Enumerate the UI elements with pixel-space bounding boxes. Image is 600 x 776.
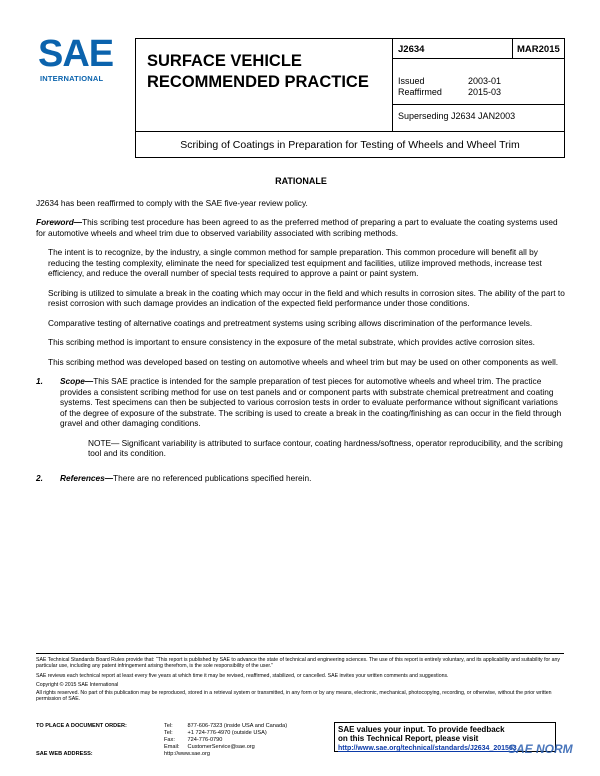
scope-label: Scope— [60, 376, 94, 386]
header-divider [512, 38, 513, 58]
document-type-line1: SURFACE VEHICLE [147, 52, 302, 70]
footer-rights-text: All rights reserved. No part of this publication may be reproduced, stored in a retrieval system or transmitted, in any form or by any means, electronic, mechanical, photocopying, recording, or otherwise, without the prior written permission of SAE. [36, 689, 552, 703]
foreword-paragraph [36, 217, 566, 238]
superseding-note: Superseding J2634 JAN2003 [398, 111, 516, 121]
web-address[interactable]: http://www.sae.org [164, 751, 211, 757]
document-type-line2: RECOMMENDED PRACTICE [147, 73, 369, 91]
issued-value: 2003-01 [468, 76, 502, 86]
body-paragraph: This scribing method is important to ensure consistency in the exposure of the metal substrate, which provides active corrosion sites. [48, 337, 535, 347]
document-type-title [147, 51, 369, 93]
document-body [36, 176, 566, 492]
web-label: SAE WEB ADDRESS: [36, 751, 93, 757]
references-label: References— [60, 472, 114, 483]
footer-copyright: Copyright © 2015 SAE International [36, 682, 119, 689]
email-address[interactable]: CustomerService@sae.org [187, 744, 255, 750]
foreword-label: Foreword— [36, 217, 83, 227]
order-label: TO PLACE A DOCUMENT ORDER: [36, 723, 127, 729]
feedback-link[interactable]: http://www.sae.org/technical/standards/J2634_201503 [338, 745, 517, 752]
feedback-line1: SAE values your input. To provide feedback [338, 725, 505, 734]
header-divider [392, 38, 393, 132]
footer-rules-text: SAE Technical Standards Board Rules provide that: “This report is published by SAE to advance the state of technical and engineering sciences. The use of this report is entirely voluntary, and its applicability and suitability for any particular use, including any patent infringement arising therefrom, is the sole responsibility of the user.” [36, 657, 560, 670]
scope-section [36, 376, 566, 429]
references-text: There are no referenced publications specified herein. [113, 472, 312, 483]
footer-review-text: SAE reviews each technical report at least every five years at which time it may be revised, reaffirmed, stabilized, or cancelled. SAE invites your written comments and suggestions. [36, 672, 449, 679]
header-divider [392, 58, 565, 59]
tel-inside: 877-606-7323 (inside USA and Canada) [187, 723, 288, 729]
email-label: Email: [164, 744, 180, 750]
tel-outside: +1 724-776-4970 (outside USA) [187, 730, 267, 736]
body-paragraph: Comparative testing of alternative coatings and pretreatment systems using scribing allows discrimination of the performance levels. [48, 317, 533, 328]
scope-note [36, 438, 566, 459]
body-paragraph: The intent is to recognize, by the industry, a single common method for sample preparation. This common procedure will benefit all by reducing the testing complexity, eliminate the need for specialized test equipment and facilities, utilize improved methods, increase test efficiency, and reduce the overall number of special tests required to approve a paint or paint system. [48, 247, 542, 278]
footer-rule [36, 653, 564, 654]
body-paragraph: This scribing method was developed based on testing on automotive wheels and wheel trim but may be used on other components as well. [48, 356, 559, 367]
document-title: Scribing of Coatings in Preparation for Testing of Wheels and Wheel Trim [180, 139, 520, 151]
reaffirmed-value: 2015-03 [468, 87, 502, 97]
fax-number: 724-776-0790 [187, 737, 223, 743]
scope-number: 1. [36, 376, 43, 386]
rationale-text: J2634 has been reaffirmed to comply with the SAE five-year review policy. [36, 197, 308, 208]
tel-label: Tel: [164, 723, 173, 729]
header-divider [392, 104, 565, 105]
note-text: NOTE— Significant variability is attributed to surface contour, coating hardness/softness, operator reproducibility, and the scribing tool and its condition. [88, 437, 563, 458]
rationale-heading: RATIONALE [275, 176, 327, 186]
order-info [36, 723, 295, 758]
reaffirmed-label: Reaffirmed [398, 87, 442, 97]
sae-logo-subtitle: INTERNATIONAL [40, 74, 104, 83]
fax-label: Fax: [164, 737, 175, 743]
scope-text: This SAE practice is intended for the sample preparation of test pieces for automotive wheels and wheel trim. The practice provides a consistent scribing method for use on test panels and or component parts with substrate chemical pretreatment and coating systems. Test specimens can then be subjected to various corrosion tests in order to evaluate performance without significant variations of the degree of exposure of the substrate. The scribing is used to create a break in the coating/finishing as can occur in the field through gravel and other damaging conditions. [60, 376, 562, 428]
tel-label: Tel: [164, 730, 173, 736]
references-section [36, 473, 566, 484]
sae-logo: SAE [38, 33, 114, 75]
footer-legal [36, 657, 566, 705]
body-paragraph: Scribing is utilized to simulate a break in the coating which may occur in the field and which results in corrosion sites. The ability of the part to resist corrosion with such damage provides an indication of the expected field performance under those conditions. [48, 287, 565, 308]
foreword-text: This scribing test procedure has been agreed to as the preferred method of preparing a part to evaluate the coating systems used for automotive wheels and wheel trim due to observed variability associated with scribing methods. [36, 217, 558, 238]
watermark-logo: SAE NORM [508, 742, 573, 756]
feedback-line2: on this Technical Report, please visit [338, 734, 479, 743]
document-number: J2634 [398, 44, 425, 55]
document-date: MAR2015 [517, 44, 560, 55]
references-number: 2. [36, 472, 43, 483]
issued-label: Issued [398, 76, 425, 86]
